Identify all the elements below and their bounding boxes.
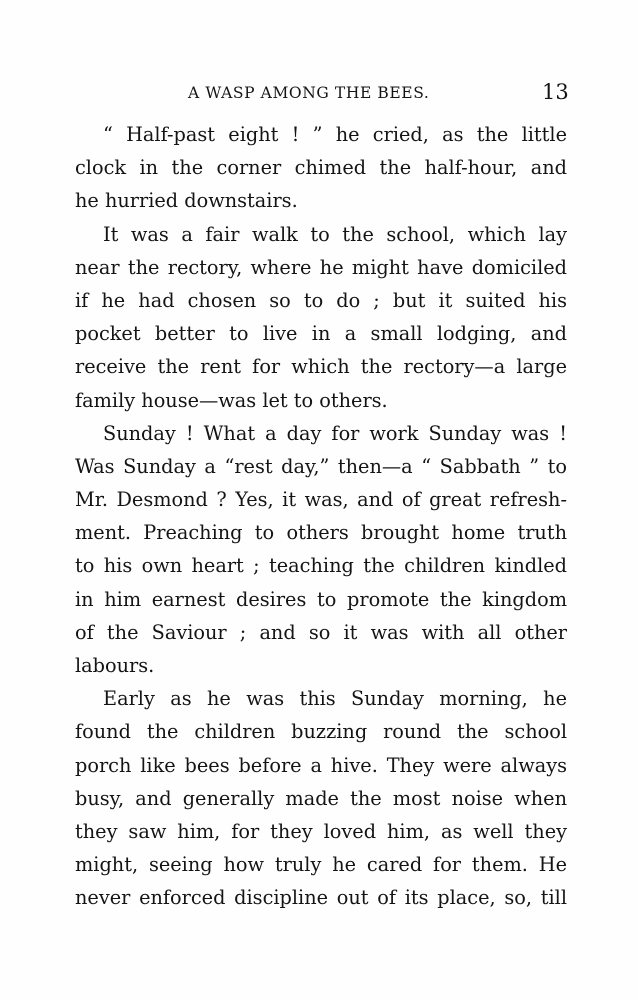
- text-line: labours.: [75, 654, 155, 677]
- text-line: he hurried downstairs.: [75, 189, 298, 213]
- text-line: Sunday ! What a day for work Sunday was !: [103, 421, 567, 445]
- text-line: Was Sunday a “rest day,” then—a “ Sabbath ” to: [75, 454, 567, 478]
- text-line: receive the rent for which the rectory—a large: [75, 355, 567, 379]
- text-line: they saw him, for they loved him, as well they: [75, 819, 567, 843]
- text-line: clock in the corner chimed the half-hour, and: [75, 156, 567, 180]
- text-line: if he had chosen so to do ; but it suited his: [75, 288, 567, 312]
- running-header: [0, 80, 638, 106]
- text-line: ment. Preaching to others brought home truth: [75, 521, 567, 545]
- text-line: busy, and generally made the most noise when: [75, 786, 567, 810]
- text-line: family house—was let to others.: [75, 388, 388, 412]
- text-line: might, seeing how truly he cared for them. He: [75, 853, 567, 877]
- text-line: “ Half-past eight ! ” he cried, as the little: [103, 123, 567, 146]
- body-text: [75, 118, 567, 915]
- text-line: porch like bees before a hive. They were always: [75, 753, 567, 777]
- text-line: in him earnest desires to promote the kingdom: [75, 587, 567, 611]
- text-line: to his own heart ; teaching the children kindled: [75, 554, 567, 578]
- text-line: of the Saviour ; and so it was with all other: [75, 620, 567, 644]
- page-number: 13: [542, 80, 569, 104]
- text-line: near the rectory, where he might have domiciled: [75, 255, 567, 279]
- text-line: found the children buzzing round the school: [75, 720, 567, 744]
- text-line: Early as he was this Sunday morning, he: [103, 687, 567, 711]
- running-title: A WASP AMONG THE BEES.: [188, 84, 430, 102]
- text-line: Mr. Desmond ? Yes, it was, and of great refresh-: [75, 488, 567, 512]
- text-line: never enforced discipline out of its place, so, till: [75, 886, 567, 910]
- text-line: pocket better to live in a small lodging, and: [75, 322, 567, 346]
- text-line: It was a fair walk to the school, which lay: [103, 222, 567, 246]
